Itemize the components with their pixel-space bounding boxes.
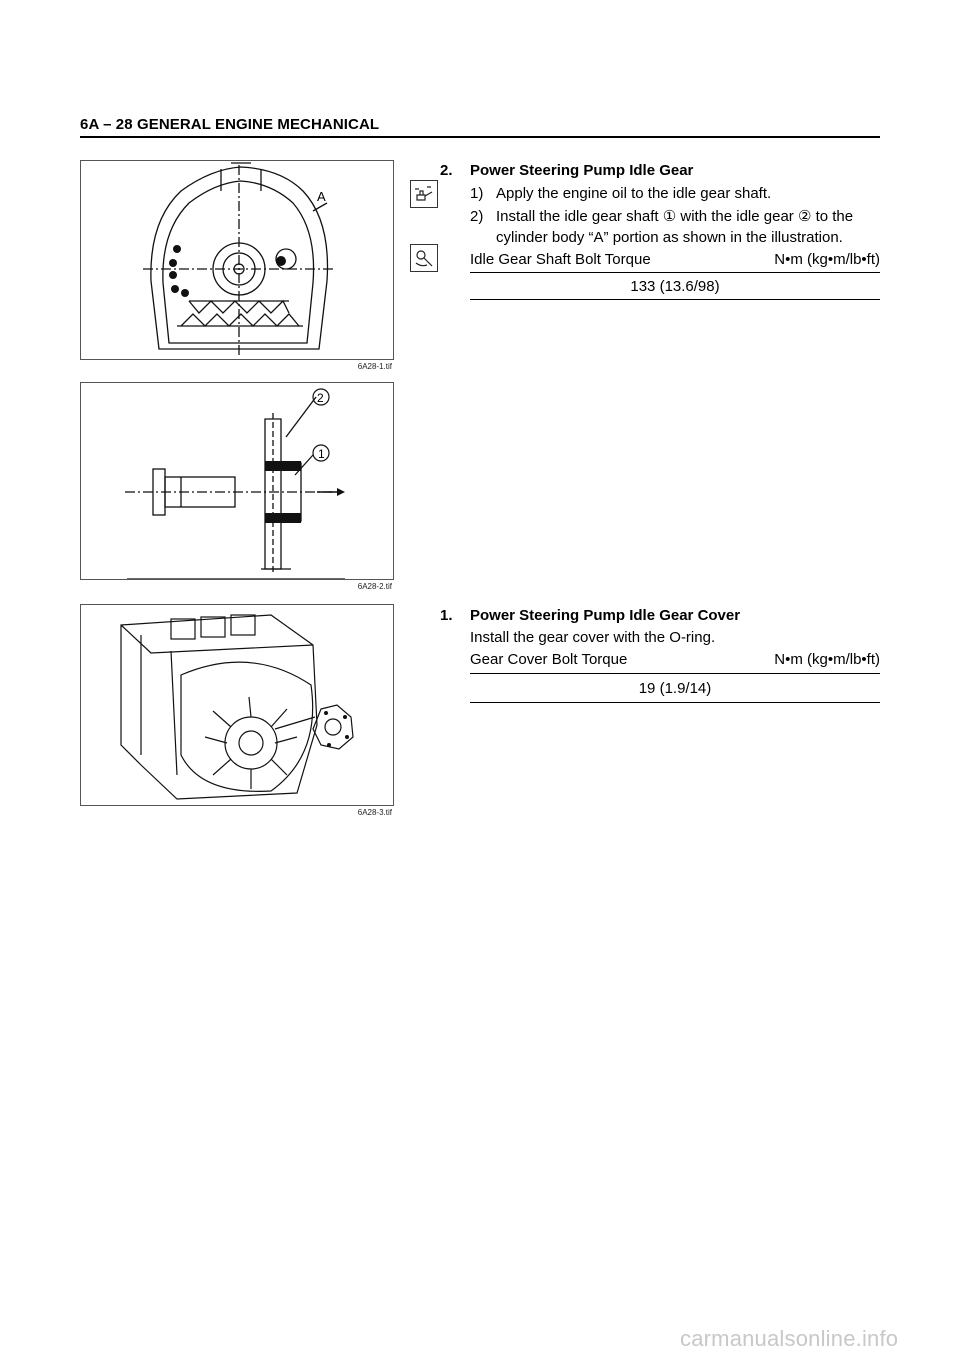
step-1-heading — [440, 607, 740, 624]
header-rule — [80, 136, 880, 138]
figure-idle-gear-shaft — [80, 382, 394, 580]
substep-2-text-line2: cylinder body “A” portion as shown in the illustration. — [496, 229, 843, 246]
substep-1 — [470, 185, 771, 202]
idle-gear-torque-unit: N•m (kg•m/lb•ft) — [774, 251, 880, 268]
substep-2-number: 2) — [470, 208, 484, 225]
idle-gear-torque-value: 133 (13.6/98) — [630, 278, 720, 295]
step-1-title: Power Steering Pump Idle Gear Cover — [470, 607, 741, 624]
substep-1-number: 1) — [470, 185, 484, 202]
engine-block-illustration — [81, 605, 393, 805]
idle-gear-shaft-illustration — [81, 383, 393, 579]
oil-can-icon — [410, 180, 438, 208]
step-2-number: 2. — [440, 162, 453, 179]
substep-2-text-line1: Install the idle gear shaft ① with the idle gear ② to the — [496, 208, 854, 225]
gear-cover-torque-row — [470, 651, 880, 668]
gear-cover-table-rule-top — [470, 673, 880, 674]
page-header-title: 6A – 28 GENERAL ENGINE MECHANICAL — [80, 116, 380, 133]
figure-flywheel-housing — [80, 160, 394, 360]
idle-gear-torque-label: Idle Gear Shaft Bolt Torque — [470, 251, 651, 268]
gear-cover-instruction: Install the gear cover with the O-ring. — [470, 629, 716, 646]
gear-cover-table-rule-bottom — [470, 702, 880, 703]
idle-gear-torque-row — [470, 251, 880, 268]
callout-2: 2 — [317, 391, 324, 405]
idle-gear-table-rule-bottom — [470, 299, 880, 300]
gear-cover-torque-label: Gear Cover Bolt Torque — [470, 651, 628, 668]
torque-wrench-icon — [410, 244, 438, 272]
idle-gear-table-rule-top — [470, 272, 880, 273]
figure-1-caption: 6A28-1.tif — [357, 362, 392, 371]
step-2-heading — [440, 162, 693, 179]
figure-2-caption: 6A28-2.tif — [357, 582, 392, 591]
gear-cover-torque-unit: N•m (kg•m/lb•ft) — [774, 651, 880, 668]
figure-3-caption: 6A28-3.tif — [357, 808, 392, 817]
watermark: carmanualsonline.info — [680, 1326, 899, 1351]
step-2-title: Power Steering Pump Idle Gear — [470, 162, 694, 179]
step-1-number: 1. — [440, 607, 453, 624]
callout-1: 1 — [318, 447, 325, 461]
gear-cover-torque-value: 19 (1.9/14) — [638, 680, 712, 697]
substep-2 — [470, 207, 853, 225]
figure-gear-cover — [80, 604, 394, 806]
substep-1-text: Apply the engine oil to the idle gear shaft. — [496, 185, 772, 202]
flywheel-housing-illustration — [81, 161, 393, 359]
figure-label-a: A — [317, 189, 326, 204]
